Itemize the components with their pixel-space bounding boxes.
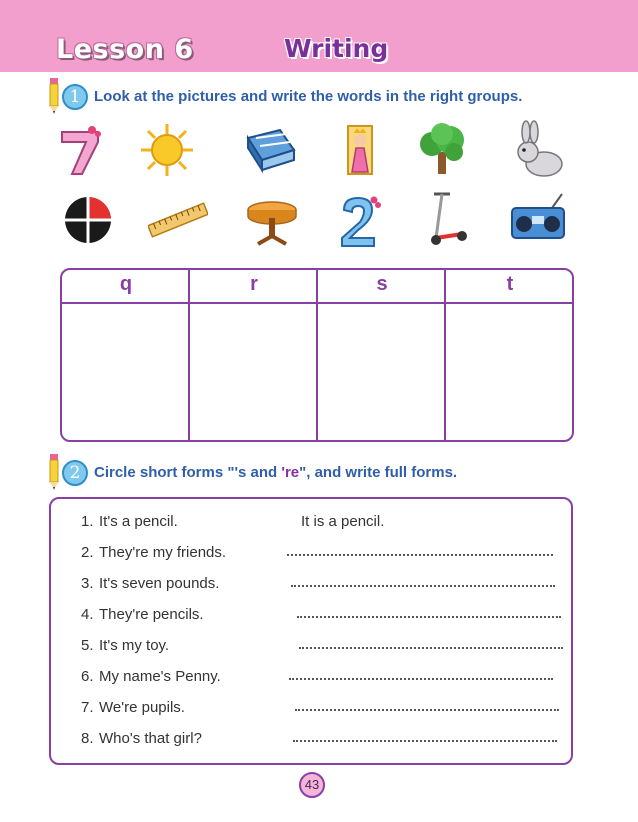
sentence[interactable]: It's my toy. <box>99 637 170 654</box>
word-groups-table <box>60 268 574 442</box>
scooter-icon <box>414 190 474 250</box>
answer-line[interactable] <box>299 647 563 649</box>
sentence[interactable]: Who's that girl? <box>99 730 202 747</box>
two-icon <box>330 190 390 250</box>
sentence[interactable]: My name's Penny. <box>99 668 221 685</box>
tree-icon <box>412 120 472 180</box>
sentence[interactable]: We're pupils. <box>99 699 185 716</box>
sentences-box <box>49 497 573 765</box>
sentence[interactable]: It's a pencil. <box>99 513 178 530</box>
exercise-1-instruction: Look at the pictures and write the words in the right groups. <box>94 88 523 105</box>
answer-line[interactable] <box>287 554 553 556</box>
section-title: Writing <box>284 34 389 63</box>
list-item: 7. We're pupils. <box>81 699 561 721</box>
exercise-2-instruction: Circle short forms "'s and 're", and write full forms. <box>94 464 458 481</box>
list-item: 6. My name's Penny. <box>81 668 561 690</box>
table-icon <box>242 190 302 250</box>
ruler-icon <box>148 190 208 250</box>
sentence[interactable]: It's seven pounds. <box>99 575 220 592</box>
list-item: 4. They're pencils. <box>81 606 561 628</box>
exercise-2-number: 2 <box>62 460 88 486</box>
lesson-title: Lesson 6 <box>56 34 194 65</box>
sun-icon <box>137 120 197 180</box>
rabbit-icon <box>508 120 568 180</box>
answer-line[interactable] <box>291 585 555 587</box>
list-item: 8. Who's that girl? <box>81 730 561 752</box>
exercise-1-number: 1 <box>62 84 88 110</box>
pencil-icon <box>44 76 64 116</box>
seven-icon <box>52 120 112 180</box>
column-label-t: t <box>506 273 514 295</box>
list-item: 1. It's a pencil. It is a pencil. <box>81 513 385 530</box>
answer-line[interactable] <box>293 740 557 742</box>
queen-icon <box>330 120 390 180</box>
sentence[interactable]: They're my friends. <box>99 544 227 561</box>
answer-text: It is a pencil. <box>301 513 385 530</box>
sentence[interactable]: They're pencils. <box>99 606 204 623</box>
pencil-icon <box>44 452 64 492</box>
column-label-r: r <box>250 273 258 295</box>
answer-line[interactable] <box>297 616 561 618</box>
towel-icon <box>240 120 300 180</box>
list-item: 5. It's my toy. <box>81 637 561 659</box>
radio-icon <box>508 190 568 250</box>
list-item: 2. They're my friends. <box>81 544 561 566</box>
page-number: 43 <box>299 772 325 798</box>
list-item: 3. It's seven pounds. <box>81 575 561 597</box>
column-label-s: s <box>376 273 388 295</box>
exercise-2-heading <box>44 452 604 492</box>
exercise-1-heading <box>44 76 604 116</box>
answer-line[interactable] <box>295 709 559 711</box>
answer-line[interactable] <box>289 678 553 680</box>
column-label-q: q <box>119 273 133 295</box>
quarter-icon <box>58 190 118 250</box>
